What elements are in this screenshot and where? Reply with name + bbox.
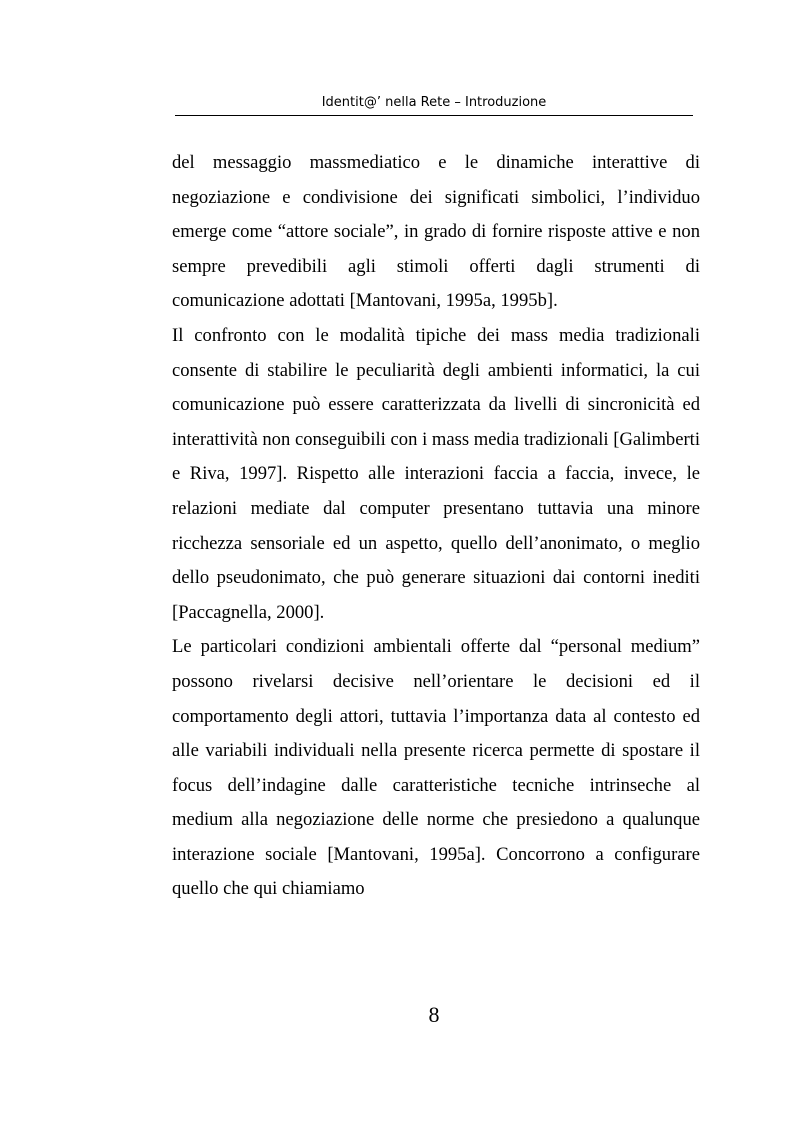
header-rule <box>175 115 693 116</box>
paragraph-3: Le particolari condizioni ambientali offerte dal “personal medium” possono rivelarsi decisive nell’orientare le decisioni ed il comportamento degli attori, tuttavia l’importanza data al contesto ed alle variabili individuali nella presente ricerca permette di spostare il focus dell’indagine dalle caratteristiche tecniche intrinseche al medium alla negoziazione delle norme che presiedono a qualunque interazione sociale [Mantovani, 1995a]. Concorrono a configurare quello che qui chiamiamo <box>172 636 700 900</box>
paragraph-2: Il confronto con le modalità tipiche dei mass media tradizionali consente di stabilire le peculiarità degli ambienti informatici, la cui comunicazione può essere caratterizzata da livelli di sincronicità ed interattività non conseguibili con i mass media tradizionali [Galimberti e Riva, 1997]. Rispetto alle interazioni faccia a faccia, invece, le relazioni mediate dal computer presentano tuttavia una minore ricchezza sensoriale ed un aspetto, quello dell’anonimato, o meglio dello pseudonimato, che può generare situazioni dai contorni inediti [Paccagnella, 2000]. <box>172 324 700 623</box>
body-text <box>172 146 700 907</box>
running-header: Identit@’ nella Rete – Introduzione <box>321 95 547 110</box>
paragraph-1: del messaggio massmediatico e le dinamiche interattive di negoziazione e condivisione dei significati simbolici, l’individuo emerge come “attore sociale”, in grado di fornire risposte attive e non sempre prevedibili agli stimoli offerti dagli strumenti di comunicazione adottati [Mantovani, 1995a, 1995b]. <box>172 152 700 312</box>
page-number: 8 <box>428 1002 440 1027</box>
